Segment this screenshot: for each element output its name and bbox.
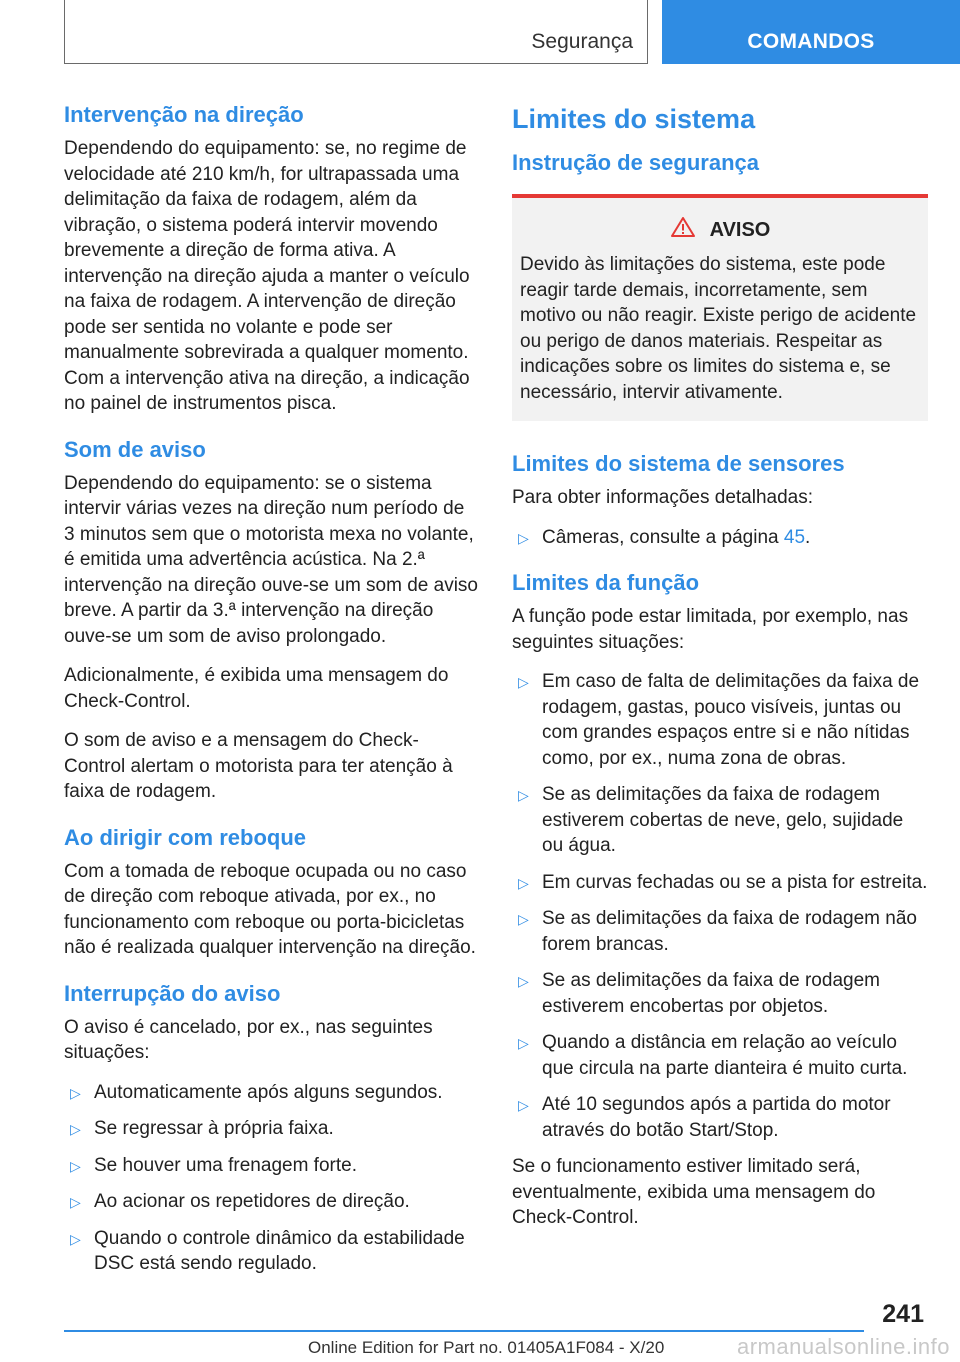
list-item: ▷ Se as delimitações da faixa de rodagem estiverem encobertas por objetos. (518, 970, 880, 1017)
triangle-bullet-icon: ▷ (518, 1035, 529, 1051)
left-column (64, 100, 478, 1288)
heading-limites-funcao: Limites da função (512, 570, 700, 595)
heading-limites-sensores: Limites do sistema de sensores (512, 451, 845, 476)
sensors-list (512, 525, 928, 551)
page-link[interactable]: 45 (783, 526, 806, 548)
paragraph: O som de aviso e a mensagem do Check-Control alertam o motorista para ter atenção à faixa de rodagem. (64, 730, 453, 802)
paragraph: Dependendo do equipamento: se, no regime de velocidade até 210 km/h, for ultrapassada uma delimitação da faixa de rodagem, além da vibração, o sistema poderá intervir movendo brevemente a direção de forma ativa. A intervenção na direção ajuda a manter o veículo na faixa de rodagem. A intervenção de direção pode ser sentida no volante e pode ser manualmente sobrevirada a qualquer momento. Com a intervenção ativa na direção, a indicação no painel de instrumentos pisca. (64, 138, 470, 414)
list-item: ▷ Em curvas fechadas ou se a pista for estreita. (512, 870, 928, 896)
triangle-bullet-icon: ▷ (70, 1230, 81, 1247)
edition-text: Online Edition for Part no. 01405A1F084 - X/20 (308, 1338, 665, 1357)
warning-box (512, 194, 928, 421)
chapter-tab[interactable] (662, 0, 960, 64)
heading-som-de-aviso: Som de aviso (64, 436, 206, 462)
paragraph: O aviso é cancelado, por ex., nas seguintes situações: (64, 1016, 433, 1063)
list-item: ▷ Ao acionar os repetidores de direção. (64, 1189, 478, 1215)
right-column (512, 100, 928, 1245)
header-frame (64, 0, 648, 64)
triangle-bullet-icon: ▷ (518, 911, 529, 927)
list-item: ▷ Se regressar à própria faixa. (64, 1116, 478, 1142)
watermark-logo: armanualsonline.info (736, 1334, 950, 1359)
triangle-bullet-icon: ▷ (70, 1084, 81, 1101)
list-item: ▷ Quando a distância em relação ao veículo que circula na parte dianteira é muito curta. (518, 1032, 908, 1079)
list-item: ▷ Automaticamente após alguns segundos. (64, 1080, 478, 1106)
function-limits-list (512, 669, 928, 1143)
heading-reboque: Ao dirigir com reboque (64, 824, 307, 850)
heading-instrucao-seguranca: Instrução de segurança (512, 150, 759, 175)
paragraph: Adicionalmente, é exibida uma mensagem do Check-Control. (64, 665, 449, 712)
list-item: ▷ Se as delimitações da faixa de rodagem não forem brancas. (518, 908, 917, 955)
triangle-bullet-icon: ▷ (518, 1097, 529, 1113)
paragraph: A função pode estar limitada, por exemplo, nas seguintes situações: (512, 606, 909, 653)
warning-label: AVISO (709, 218, 771, 241)
heading-intervencao: Intervenção na direção (64, 102, 304, 127)
list-item: ▷ Se as delimitações da faixa de rodagem estiverem cobertas de neve, gelo, sujidade ou água. (518, 784, 904, 856)
warning-triangle-icon (670, 216, 696, 244)
footer-divider (64, 1330, 864, 1332)
paragraph: Para obter informações detalhadas: (512, 487, 814, 508)
paragraph: Com a tomada de reboque ocupada ou no caso de direção com reboque ativada, por ex., no funcionamento com reboque ou porta-bicicletas não é realizada qualquer intervenção na direção. (64, 860, 476, 958)
warning-text: Devido às limitações do sistema, este pode reagir tarde demais, incorretamente, sem motivo ou não reagir. Existe perigo de acidente ou perigo de danos materiais. Respeitar as indicações sobre os limites do sistema e, se necessário, intervir ativamente. (520, 254, 917, 403)
triangle-bullet-icon: ▷ (518, 874, 529, 891)
chapter-tab-label: COMANDOS (747, 30, 875, 53)
triangle-bullet-icon: ▷ (70, 1121, 81, 1137)
triangle-bullet-icon: ▷ (518, 973, 529, 989)
triangle-bullet-icon: ▷ (518, 529, 529, 546)
page-number: 241 (882, 1300, 924, 1328)
warning-header (520, 216, 920, 244)
list-item: ▷ Até 10 segundos após a partida do motor através do botão Start/Stop. (518, 1094, 891, 1141)
paragraph: Se o funcionamento estiver limitado será, eventualmente, exibida uma mensagem do Check-Control. (512, 1156, 876, 1228)
heading-limites-do-sistema: Limites do sistema (512, 104, 756, 134)
heading-interrupcao: Interrupção do aviso (64, 980, 281, 1006)
triangle-bullet-icon: ▷ (70, 1194, 81, 1210)
list-item: ▷ Quando o controle dinâmico da estabilidade DSC está sendo regulado. (70, 1227, 465, 1274)
list-item: ▷ Se houver uma frenagem forte. (64, 1153, 478, 1179)
interruption-list (64, 1080, 478, 1277)
triangle-bullet-icon: ▷ (518, 674, 529, 690)
section-title: Segurança (531, 30, 633, 53)
list-item: ▷ Câmeras, consulte a página 45. (512, 525, 928, 551)
list-item: ▷ Em caso de falta de delimitações da faixa de rodagem, gastas, pouco visíveis, juntas ou com grandes espaços entre si e não nítidas como, por ex., numa zona de obras. (518, 671, 920, 769)
triangle-bullet-icon: ▷ (518, 787, 529, 803)
triangle-bullet-icon: ▷ (70, 1157, 81, 1174)
paragraph: Dependendo do equipamento: se o sistema intervir várias vezes na direção num período de 3 minutos sem que o motorista mexa no volante, é emitida uma advertência acústica. Na 2.ª intervenção na direção ouve-se um som de aviso breve. A partir da 3.ª intervenção na direção ouve-se um som de aviso prolongado. (64, 472, 479, 647)
